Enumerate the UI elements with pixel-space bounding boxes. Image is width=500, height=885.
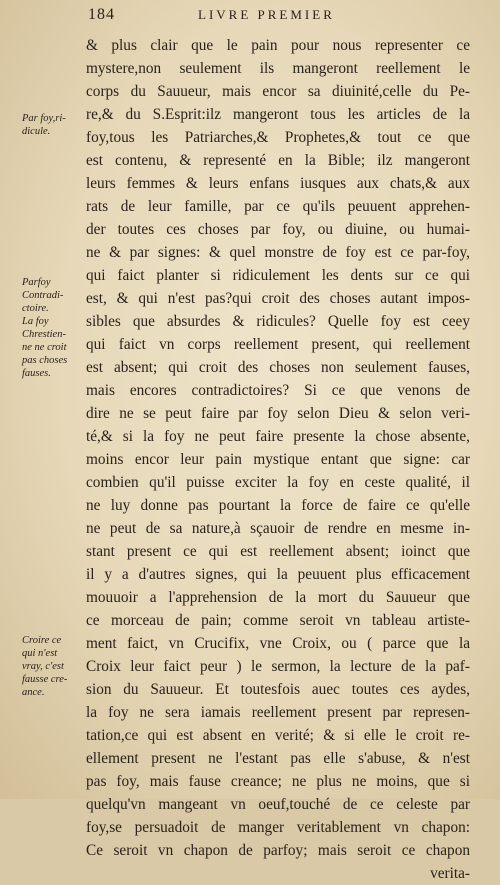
- text-line: moins encor leur pain mystique entant que signe: car: [86, 451, 470, 468]
- margin-note-line: dicule.: [22, 126, 51, 137]
- text-line: verita-: [430, 865, 470, 882]
- text-line: foy,tous les Patriarches,& Prophetes,& tout ce que: [86, 129, 470, 146]
- text-line: pas foy, mais fause creance; ne plus ne moins, que si: [86, 773, 470, 790]
- text-line: Croix leur faict peur ) le sermon, la lecture de la paf-: [86, 658, 470, 675]
- text-line: sibles que absurdes & ridicules? Quelle foy est ceey: [86, 313, 470, 330]
- text-line: ment faict, vn Crucifix, vne Croix, ou ( parce que la: [86, 635, 470, 652]
- text-line: est, & qui n'est pas?qui croit des choses autant impos-: [86, 290, 470, 307]
- text-line: dire ne se peut faire par foy selon Dieu & selon veri-: [86, 405, 470, 422]
- text-line: ce morceau de pain; comme seroit vn tableau artiste-: [86, 612, 470, 629]
- page-number: 184: [88, 6, 115, 23]
- text-line: té,& si la foy ne peut faire presente la chose absente,: [86, 428, 470, 445]
- text-line: ellement present ne l'estant pas elle s'abuse, & n'est: [86, 750, 470, 767]
- text-line: & plus clair que le pain pour nous representer ce: [86, 37, 470, 54]
- margin-note-line: La foy: [22, 316, 49, 327]
- margin-note-line: vray, c'est: [22, 661, 64, 672]
- margin-note-line: Par foy,ri-: [22, 113, 66, 124]
- margin-note-line: Chrestien-: [22, 329, 66, 340]
- margin-note-line: ctoire.: [22, 303, 49, 314]
- margin-note: [22, 276, 86, 380]
- margin-note-line: fauses.: [22, 368, 51, 379]
- text-line: qui faict planter si ridiculement les dents sur ce qui: [86, 267, 470, 284]
- text-line: mais encores contradictoires? Si ce que venons de: [86, 382, 470, 399]
- margin-note: [22, 112, 86, 138]
- text-line: rats de leur famille, par ce qu'ils peuuent apprehen-: [86, 198, 470, 215]
- margin-note-line: ance.: [22, 687, 45, 698]
- text-line: est contenu, & representé en la Bible; ilz mangeront: [86, 152, 470, 169]
- text-line: stant present ce qui est reellement absent; ioinct que: [86, 543, 470, 560]
- text-line: leurs femmes & leurs enfans iusques aux chats,& aux: [86, 175, 470, 192]
- page-header: [88, 6, 480, 26]
- text-line: mystere,non seulement ils mangeront reellement le: [86, 60, 470, 77]
- text-line: der toutes ces choses par foy, ou diuine, ou humai-: [86, 221, 470, 238]
- body-text: [86, 34, 470, 885]
- text-line: re,& du S.Esprit:ilz mangeront tous les articles de la: [86, 106, 470, 123]
- margin-note-line: qui n'est: [22, 648, 58, 659]
- text-line: sion du Sauueur. Et toutesfois auec toutes ces aydes,: [86, 681, 470, 698]
- text-line: combien qu'il puisse exciter la foy en ceste qualité, il: [86, 474, 470, 491]
- running-title: LIVRE PREMIER: [198, 7, 335, 22]
- text-line: corps du Sauueur, mais encor sa diuinité,celle du Pe-: [86, 83, 470, 100]
- margin-note-line: Croire ce: [22, 635, 62, 646]
- margin-note-line: pas choses: [22, 355, 68, 366]
- text-line: ne peut de sa nature,à sçauoir de rendre en mesme in-: [86, 520, 470, 537]
- margin-note-line: Contradi-: [22, 290, 64, 301]
- text-line: la foy ne sera iamais reellement present par represen-: [86, 704, 470, 721]
- text-line: tation,ce qui est absent en verité; & si elle le croit re-: [86, 727, 470, 744]
- margin-note-line: ne ne croit: [22, 342, 67, 353]
- text-line: ne luy donne pas pourtant la force de faire ce qu'elle: [86, 497, 470, 514]
- text-line: qui faict vn corps reellement present, qui reellement: [86, 336, 470, 353]
- margin-note: [22, 634, 86, 699]
- text-line: quelqu'vn mangeant vn oeuf,touché de ce celeste par: [86, 796, 470, 813]
- text-line: mouuoir a l'apprehension de la mort du Sauueur que: [86, 589, 470, 606]
- text-line: est absent; qui croit des choses non seulement fauses,: [86, 359, 470, 376]
- text-line: il y a d'autres signes, qui la peuuent plus efficacement: [86, 566, 470, 583]
- margin-note-line: fausse cre-: [22, 674, 68, 685]
- text-line: Ce seroit vn chapon de parfoy; mais seroit ce chapon: [86, 842, 470, 859]
- text-line: foy,se persuadoit de manger veritablement vn chapon:: [86, 819, 470, 836]
- margin-note-line: Parfoy: [22, 277, 51, 288]
- text-line: ne & par signes: & quel monstre de foy est ce par-foy,: [86, 244, 470, 261]
